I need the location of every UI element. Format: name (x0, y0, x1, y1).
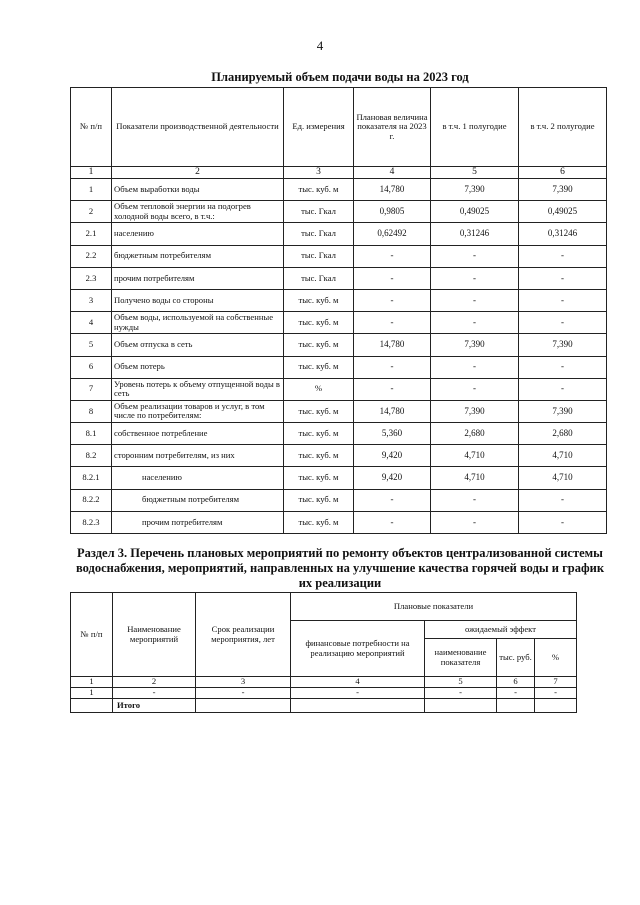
row-number: 3 (71, 289, 112, 311)
table1-row (71, 423, 607, 445)
table1-row (71, 201, 607, 223)
row-indicator: собственное потребление (112, 423, 284, 445)
row-plan-value: 5,360 (354, 423, 431, 445)
row-half1-value: 2,680 (431, 423, 519, 445)
section3-title: Раздел 3. Перечень плановых мероприятий по ремонту объектов централизованной системы водоснабжения, мероприятий, направленных на улучшение качества горячей воды и график их реализации (75, 546, 605, 590)
row-half2-value: - (519, 489, 607, 511)
table1-row (71, 445, 607, 467)
row-half1-value: - (431, 312, 519, 334)
cell: - (497, 688, 535, 699)
row-half2-value: 7,390 (519, 334, 607, 356)
colnum: 4 (291, 677, 425, 688)
colnum: 1 (71, 677, 113, 688)
row-number: 5 (71, 334, 112, 356)
row-unit: тыс. куб. м (284, 489, 354, 511)
row-half1-value: 0,49025 (431, 201, 519, 223)
row-number: 2.3 (71, 267, 112, 289)
header-half2: в т.ч. 2 полугодие (519, 88, 607, 167)
colnum: 1 (71, 167, 112, 179)
row-number: 8.1 (71, 423, 112, 445)
row-number: 1 (71, 179, 112, 201)
header-percent: % (535, 639, 577, 677)
row-unit: тыс. куб. м (284, 179, 354, 201)
row-half2-value: - (519, 378, 607, 400)
header-financial-needs: финансовые потребности на реализацию мероприятий (291, 621, 425, 677)
row-half2-value: - (519, 289, 607, 311)
row-indicator: прочим потребителям (112, 267, 284, 289)
cell: - (425, 688, 497, 699)
row-unit: тыс. куб. м (284, 312, 354, 334)
row-unit: тыс. Гкал (284, 223, 354, 245)
table1-row (71, 489, 607, 511)
row-indicator: Объем воды, используемой на собственные нужды (112, 312, 284, 334)
row-half2-value: 0,49025 (519, 201, 607, 223)
colnum: 3 (284, 167, 354, 179)
header-term: Срок реализации мероприятия, лет (196, 593, 291, 677)
cell: - (291, 688, 425, 699)
row-plan-value: - (354, 267, 431, 289)
row-plan-value: 0,62492 (354, 223, 431, 245)
table1-row (71, 289, 607, 311)
colnum: 7 (535, 677, 577, 688)
header-measure-name: Наименование мероприятий (113, 593, 196, 677)
table1-row (71, 356, 607, 378)
row-half1-value: 7,390 (431, 400, 519, 422)
water-supply-table (70, 87, 607, 534)
row-half2-value: 4,710 (519, 467, 607, 489)
row-indicator: бюджетным потребителям (112, 489, 284, 511)
cell-empty (425, 699, 497, 713)
row-half1-value: - (431, 511, 519, 533)
row-half2-value: - (519, 356, 607, 378)
table1-row (71, 179, 607, 201)
table1-row (71, 400, 607, 422)
row-half2-value: - (519, 267, 607, 289)
row-number: 2.1 (71, 223, 112, 245)
row-unit: тыс. куб. м (284, 334, 354, 356)
row-plan-value: 9,420 (354, 445, 431, 467)
row-number: 8.2.3 (71, 511, 112, 533)
row-half2-value: 4,710 (519, 445, 607, 467)
measures-row (71, 688, 577, 699)
row-half1-value: 7,390 (431, 334, 519, 356)
row-half1-value: - (431, 289, 519, 311)
colnum: 3 (196, 677, 291, 688)
table1-title: Планируемый объем подачи воды на 2023 год (211, 70, 469, 84)
row-unit: тыс. куб. м (284, 467, 354, 489)
row-indicator: Объем потерь (112, 356, 284, 378)
row-plan-value: - (354, 289, 431, 311)
header-expected-effect: ожидаемый эффект (425, 621, 577, 639)
row-number: 8.2.1 (71, 467, 112, 489)
row-indicator: Объем выработки воды (112, 179, 284, 201)
row-unit: тыс. Гкал (284, 201, 354, 223)
row-plan-value: 14,780 (354, 334, 431, 356)
row-number: 6 (71, 356, 112, 378)
row-indicator: Объем реализации товаров и услуг, в том числе по потребителям: (112, 400, 284, 422)
cell-empty (291, 699, 425, 713)
cell: - (535, 688, 577, 699)
table1-row (71, 267, 607, 289)
colnum: 5 (431, 167, 519, 179)
row-number: 8 (71, 400, 112, 422)
row-unit: тыс. куб. м (284, 356, 354, 378)
row-indicator: населению (112, 467, 284, 489)
row-half1-value: 7,390 (431, 179, 519, 201)
table1-row (71, 511, 607, 533)
row-half1-value: - (431, 489, 519, 511)
table1-column-numbers (71, 167, 607, 179)
row-indicator: сторонним потребителям, из них (112, 445, 284, 467)
table1-header-row (71, 88, 607, 167)
measures-header-row1 (71, 593, 577, 621)
row-indicator: прочим потребителям (112, 511, 284, 533)
row-plan-value: - (354, 312, 431, 334)
colnum: 2 (113, 677, 196, 688)
colnum: 6 (497, 677, 535, 688)
header-indicator-name: наименование показателя (425, 639, 497, 677)
row-plan-value: - (354, 378, 431, 400)
row-indicator: Объем тепловой энергии на подогрев холодной воды всего, в т.ч.: (112, 201, 284, 223)
cell: - (196, 688, 291, 699)
row-number: 8.2 (71, 445, 112, 467)
row-plan-value: 0,9805 (354, 201, 431, 223)
row-half1-value: - (431, 267, 519, 289)
row-plan-value: - (354, 489, 431, 511)
row-half1-value: - (431, 378, 519, 400)
row-indicator: Объем отпуска в сеть (112, 334, 284, 356)
row-indicator: Уровень потерь к объему отпущенной воды в сеть (112, 378, 284, 400)
cell-empty (535, 699, 577, 713)
row-unit: % (284, 378, 354, 400)
row-half2-value: - (519, 312, 607, 334)
row-number: 2 (71, 201, 112, 223)
cell-empty (196, 699, 291, 713)
row-plan-value: 14,780 (354, 400, 431, 422)
row-half2-value: 7,390 (519, 179, 607, 201)
row-half1-value: - (431, 356, 519, 378)
row-plan-value: 9,420 (354, 467, 431, 489)
header-plan-indicators: Плановые показатели (291, 593, 577, 621)
row-indicator: Получено воды со стороны (112, 289, 284, 311)
table1-row (71, 245, 607, 267)
row-number: 8.2.2 (71, 489, 112, 511)
row-unit: тыс. куб. м (284, 289, 354, 311)
table1-row (71, 467, 607, 489)
row-plan-value: - (354, 245, 431, 267)
row-half1-value: 4,710 (431, 445, 519, 467)
row-plan-value: - (354, 356, 431, 378)
total-label: Итого (113, 699, 196, 713)
page-number: 4 (316, 38, 324, 53)
row-unit: тыс. Гкал (284, 245, 354, 267)
row-half2-value: 7,390 (519, 400, 607, 422)
header-no: № п/п (71, 593, 113, 677)
row-half1-value: 4,710 (431, 467, 519, 489)
row-half2-value: - (519, 245, 607, 267)
header-plan: Плановая величина показателя на 2023 г. (354, 88, 431, 167)
row-unit: тыс. Гкал (284, 267, 354, 289)
row-unit: тыс. куб. м (284, 423, 354, 445)
cell-empty (497, 699, 535, 713)
row-number: 2.2 (71, 245, 112, 267)
cell-empty (71, 699, 113, 713)
row-plan-value: - (354, 511, 431, 533)
header-no: № п/п (71, 88, 112, 167)
row-unit: тыс. куб. м (284, 511, 354, 533)
row-half2-value: 0,31246 (519, 223, 607, 245)
cell: 1 (71, 688, 113, 699)
header-thousand-rub: тыс. руб. (497, 639, 535, 677)
measures-column-numbers (71, 677, 577, 688)
row-half1-value: 0,31246 (431, 223, 519, 245)
header-indicator: Показатели производственной деятельности (112, 88, 284, 167)
table1-row (71, 223, 607, 245)
colnum: 6 (519, 167, 607, 179)
table1-row (71, 378, 607, 400)
cell: - (113, 688, 196, 699)
row-half1-value: - (431, 245, 519, 267)
row-number: 7 (71, 378, 112, 400)
table1-row (71, 334, 607, 356)
row-half2-value: 2,680 (519, 423, 607, 445)
row-unit: тыс. куб. м (284, 400, 354, 422)
colnum: 2 (112, 167, 284, 179)
measures-total-row (71, 699, 577, 713)
row-half2-value: - (519, 511, 607, 533)
measures-table (70, 592, 577, 713)
row-number: 4 (71, 312, 112, 334)
row-plan-value: 14,780 (354, 179, 431, 201)
header-half1: в т.ч. 1 полугодие (431, 88, 519, 167)
colnum: 5 (425, 677, 497, 688)
colnum: 4 (354, 167, 431, 179)
table1-row (71, 312, 607, 334)
row-indicator: бюджетным потребителям (112, 245, 284, 267)
row-unit: тыс. куб. м (284, 445, 354, 467)
header-unit: Ед. измерения (284, 88, 354, 167)
row-indicator: населению (112, 223, 284, 245)
